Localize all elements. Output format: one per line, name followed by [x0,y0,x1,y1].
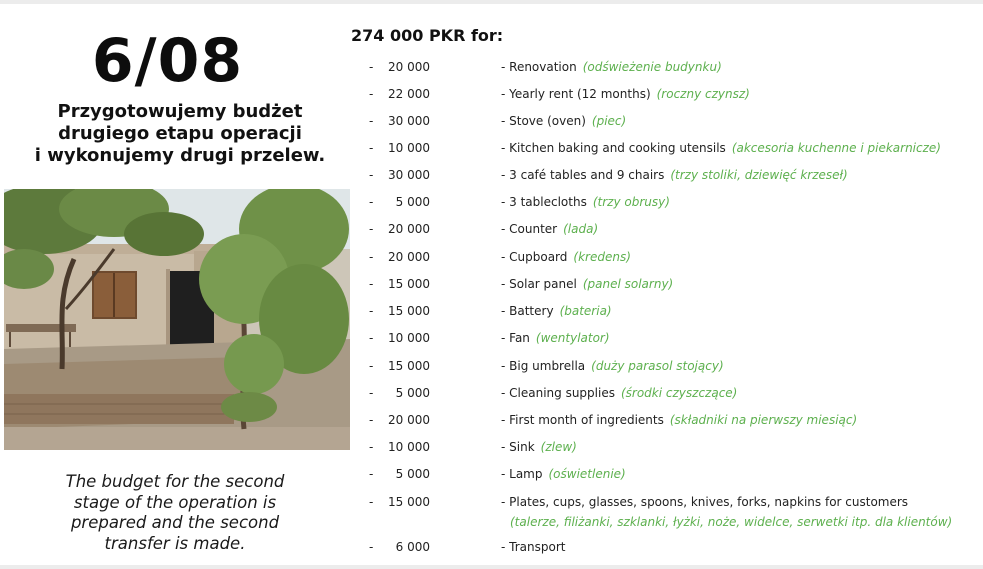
budget-row [0,533,983,558]
row-amount: 20 000 [388,222,430,236]
row-amount: 5 000 [395,195,430,209]
row-desc-pl: (panel solarny) [582,277,674,291]
row-description [501,536,565,558]
row-desc-pl: (duży parasol stojący) [591,359,724,373]
row-desc-en: - Plates, cups, glasses, spoons, knives, forks, napkins for customers [501,495,909,509]
row-desc-en: - Renovation [501,60,577,74]
row-description [501,164,848,186]
row-amount: 30 000 [388,114,430,128]
row-dash: - [369,386,374,400]
row-desc-pl: (zlew) [540,440,577,454]
row-description [501,218,598,240]
row-dash: - [369,440,374,454]
budget-row [0,246,983,268]
row-desc-pl: (bateria) [559,304,612,318]
row-desc-pl: (piec) [591,114,627,128]
budget-row [0,191,983,213]
row-description [501,409,857,431]
caption-line: prepared and the second [70,513,280,532]
row-description [501,110,626,132]
row-description [501,56,722,78]
row-amount: 15 000 [388,277,430,291]
row-desc-pl: (trzy obrusy) [592,195,670,209]
row-amount: 15 000 [388,304,430,318]
row-dash: - [369,467,374,481]
row-desc-en: - Cleaning supplies [501,386,615,400]
budget-row [0,463,983,485]
row-desc-en: - Kitchen baking and cooking utensils [501,141,726,155]
row-dash: - [369,141,374,155]
budget-row [0,300,983,322]
row-dash: - [369,304,374,318]
row-dash: - [369,495,374,509]
row-desc-pl: (wentylator) [535,331,610,345]
row-desc-en: - Fan [501,331,530,345]
row-desc-en: - Big umbrella [501,359,586,373]
row-description [501,491,908,513]
row-desc-en: - Yearly rent (12 months) [501,87,651,101]
row-description [501,300,612,322]
row-amount: 30 000 [388,168,430,182]
row-dash: - [369,60,374,74]
caption-line: The budget for the second [65,472,285,491]
row-desc-en: - 3 café tables and 9 chairs [501,168,665,182]
row-desc-en: - Stove (oven) [501,114,586,128]
row-desc-en: - 3 tablecloths [501,195,587,209]
caption-line: stage of the operation is [73,492,277,512]
heading-line: drugiego etapu operacji [58,123,302,144]
row-description [501,273,673,295]
heading-line: Przygotowujemy budżet [57,101,303,122]
row-amount: 5 000 [395,386,430,400]
row-dash: - [369,114,374,128]
row-description [501,191,670,213]
row-amount: 15 000 [388,495,430,509]
row-amount: 10 000 [388,440,430,454]
row-amount: 20 000 [388,413,430,427]
row-desc-en: - Sink [501,440,535,454]
row-description [501,246,631,268]
row-desc-pl: (lada) [563,222,599,236]
row-desc-pl: (składniki na pierwszy miesiąc) [669,413,858,427]
row-desc-pl: (akcesoria kuchenne i piekarnicze) [731,141,941,155]
row-description [501,436,577,458]
bottom-divider [0,565,983,569]
budget-row [0,355,983,377]
row-amount: 10 000 [388,141,430,155]
row-description [501,355,724,377]
budget-row [0,164,983,186]
row-desc-pl: (roczny czynsz) [656,87,750,101]
caption-line: transfer is made. [104,533,246,553]
row-desc-en: - Battery [501,304,554,318]
budget-row [0,56,983,78]
row-description [501,137,941,159]
row-dash: - [369,195,374,209]
row-dash: - [369,331,374,345]
row-description [501,327,610,349]
row-desc-pl: (kredens) [573,250,631,264]
row-desc-en: - Lamp [501,467,543,481]
row-description [501,382,737,404]
row-desc-en: - Cupboard [501,250,568,264]
row-desc-pl: (środki czyszczące) [620,386,738,400]
row-dash: - [369,222,374,236]
row-amount: 22 000 [388,87,430,101]
budget-row [0,409,983,431]
row-dash: - [369,250,374,264]
row-desc-pl: (odświeżenie budynku) [582,60,722,74]
row-dash: - [369,413,374,427]
row-desc-en: - Counter [501,222,558,236]
row-amount: 15 000 [388,359,430,373]
budget-row [0,382,983,404]
budget-row [0,273,983,295]
row-desc-en: - First month of ingredients [501,413,664,427]
budget-row [0,83,983,105]
row-dash: - [369,87,374,101]
row-amount: 20 000 [388,250,430,264]
row-dash: - [369,540,374,554]
row-amount: 5 000 [395,467,430,481]
row-dash: - [369,359,374,373]
row-desc-en: - Transport [501,540,566,554]
heading-line: i wykonujemy drugi przelew. [34,145,326,166]
budget-total: 274 000 PKR for: [351,26,504,45]
budget-row [0,110,983,132]
row-dash: - [369,168,374,182]
row-amount: 20 000 [388,60,430,74]
date-title: 6/08 [91,26,244,96]
budget-row [0,327,983,349]
row-desc-pl: (oświetlenie) [548,467,626,481]
budget-row [0,436,983,458]
row-desc-en: - Solar panel [501,277,577,291]
row-desc-pl: (trzy stoliki, dziewięć krzeseł) [670,168,848,182]
row-amount: 6 000 [395,540,430,554]
row-desc-pl: (talerze, filiżanki, szklanki, łyżki, noże, widelce, serwetki itp. dla klientów) [510,515,953,529]
budget-row [0,218,983,240]
budget-row [0,137,983,159]
row-description [501,463,626,485]
row-dash: - [369,277,374,291]
row-description [501,83,750,105]
row-amount: 10 000 [388,331,430,345]
